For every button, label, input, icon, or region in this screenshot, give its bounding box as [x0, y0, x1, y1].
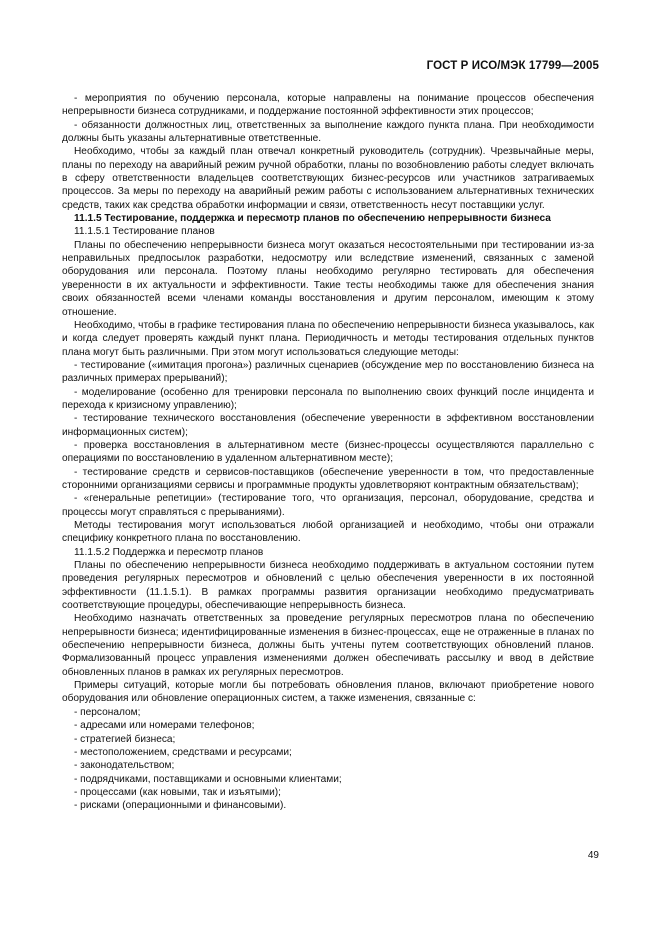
list-item: - адресами или номерами телефонов;	[74, 720, 255, 732]
paragraph: Необходимо назначать ответственных за проведение регулярных пересмотров плана по обеспечению непрерывности бизнеса; идентифицированные изменения в бизнес-процессах, еще не отраженные в планах по обеспечению непрерывности бизнеса, должны быть учтены путем соответствующих обновлений планов. Формализованный процесс управления изменениями должен обеспечивать рассылку и ввод в действие обновленных планов в рамках их регулярных пересмотров.	[62, 613, 594, 678]
list-item: - «генеральные репетиции» (тестирование того, что организация, персонал, оборудование, средства и процессы могут справляться с прерываниями).	[62, 493, 594, 518]
list-item: - тестирование технического восстановления (обеспечение уверенности в эффективном восстановлении информационных систем);	[62, 413, 594, 438]
subsection-heading: 11.1.5.1 Тестирование планов	[74, 226, 215, 238]
page-number: 49	[587, 850, 599, 861]
list-item: - законодательством;	[74, 760, 175, 772]
subsection-heading: 11.1.5.2 Поддержка и пересмотр планов	[74, 546, 264, 558]
paragraph: Планы по обеспечению непрерывности бизнеса необходимо поддерживать в актуальном состоянии путем проведения регулярных пересмотров и обновлений с целью обеспечения уверенности в их постоянной эффективности (11.1.5.1). В рамках программы развития организации необходимо предусматривать соответствующие процедуры, обеспечивающие непрерывность бизнеса.	[62, 560, 594, 612]
paragraph: Необходимо, чтобы за каждый план отвечал конкретный руководитель (сотрудник). Чрезвычайные меры, планы по переходу на аварийный режим ручной обработки, планы по возобновлению работы следует включать в сферу ответственности владельцев соответствующих бизнес-ресурсов или участников затрагиваемых процессов. За меры по переходу на аварийный режим работы с использованием альтернативных технических средств, таких как средства обработки информации и связи, ответственность несут поставщики услуг.	[62, 146, 594, 211]
list-item: - тестирование («имитация прогона») различных сценариев (обсуждение мер по восстановлению бизнеса на различных примерах прерываний);	[62, 359, 594, 385]
list-item: - проверка восстановления в альтернативном месте (бизнес-процессы осуществляются параллельно с операциями по восстановлению в удаленном альтернативном месте);	[62, 439, 594, 465]
list-item: - подрядчиками, поставщиками и основными клиентами;	[74, 773, 342, 785]
list-item: - процессами (как новыми, так и изъятыми);	[74, 786, 281, 798]
paragraph: Планы по обеспечению непрерывности бизнеса могут оказаться несостоятельными при тестировании из-за неправильных предпосылок разработки, недосмотру или вследствие изменений, связанных с заменой оборудования или персонала. Поэтому планы необходимо регулярно тестировать для обеспечения уверенности в их актуальности и эффективности. Такие тесты необходимы также для обеспечения знания своих обязанностей всеми членами команды восстановления и другим персоналом, имеющим к этому отношение.	[62, 239, 594, 318]
paragraph: Примеры ситуаций, которые могли бы потребовать обновления планов, включают приобретение нового оборудования или обновление операционных систем, а также изменения, связанные с:	[62, 680, 594, 705]
document-header: ГОСТ Р ИСО/МЭК 17799—2005	[426, 60, 599, 72]
list-item: - местоположением, средствами и ресурсами;	[74, 746, 292, 758]
paragraph: Методы тестирования могут использоваться любой организацией и необходимо, чтобы они отражали специфику конкретного плана по восстановлению.	[62, 520, 594, 545]
paragraph: - обязанности должностных лиц, ответственных за выполнение каждого пункта плана. При необходимости должны быть указаны альтернативные ответственные.	[62, 119, 594, 145]
list-item: - рисками (операционными и финансовыми).	[74, 800, 287, 812]
paragraph: - мероприятия по обучению персонала, которые направлены на понимание процессов обеспечения непрерывности бизнеса сотрудниками, и поддержание постоянной эффективности этих процессов;	[62, 93, 594, 118]
section-heading: 11.1.5 Тестирование, поддержка и пересмотр планов по обеспечению непрерывности бизнеса	[74, 213, 551, 225]
list-item: - персоналом;	[74, 706, 141, 718]
document-body	[62, 92, 594, 813]
list-item: - моделирование (особенно для тренировки персонала по выполнению своих функций после инцидента и перехода к кризисному управлению);	[62, 386, 594, 411]
list-item: - тестирование средств и сервисов-поставщиков (обеспечение уверенности в том, что предоставленные сторонними организациями сервисы и программные продукты удовлетворяют контрактным обязательствам);	[62, 466, 594, 491]
list-item: - стратегией бизнеса;	[74, 733, 176, 745]
paragraph: Необходимо, чтобы в графике тестирования плана по обеспечению непрерывности бизнеса указывалось, как и когда следует проверять каждый пункт плана. Периодичность и методы тестирования отдельных пунктов плана могут быть различными. При этом могут использоваться следующие методы:	[62, 319, 595, 358]
